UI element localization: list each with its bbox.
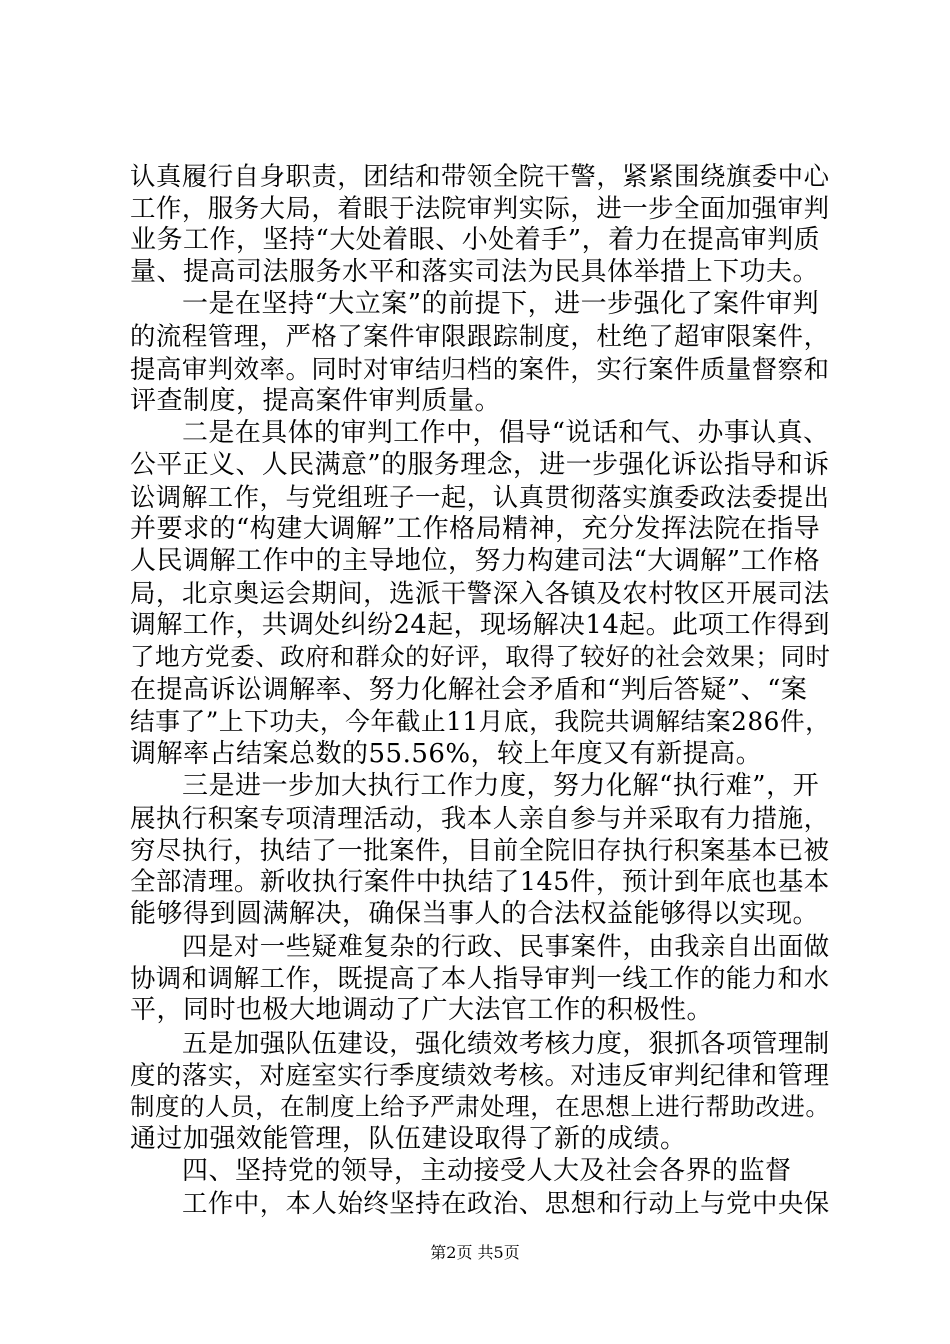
text-line: 评查制度，提高案件审判质量。 <box>130 385 502 416</box>
text-line: 协调和调解工作，既提高了本人指导审判一线工作的能力和水 <box>130 963 830 994</box>
text-line: 在提高诉讼调解率、努力化解社会矛盾和“判后答疑”、“案 <box>130 674 808 705</box>
text-line: 调解率占结案总数的55.56%，较上年度又有新提高。 <box>130 738 763 769</box>
text-line: 人民调解工作中的主导地位，努力构建司法“大调解”工作格 <box>130 546 821 577</box>
text-line: 穷尽执行，执结了一批案件，目前全院旧存执行积案基本已被 <box>130 834 830 865</box>
text-line: 度的落实，对庭室实行季度绩效考核。对违反审判纪律和管理 <box>130 1059 830 1090</box>
text-line: 业务工作，坚持“大处着眼、小处着手”，着力在提高审判质 <box>130 225 821 256</box>
text-line: 制度的人员，在制度上给予严肃处理，在思想上进行帮助改进。 <box>130 1091 831 1121</box>
text-line: 局，北京奥运会期间，选派干警深入各镇及农村牧区开展司法 <box>130 578 830 609</box>
text-line: 工作中，本人始终坚持在政治、思想和行动上与党中央保 <box>182 1188 830 1218</box>
text-line: 量、提高司法服务水平和落实司法为民具体举措上下功夫。 <box>130 257 820 288</box>
text-line: 展执行积案专项清理活动，我本人亲自参与并采取有力措施， <box>130 802 830 833</box>
text-line: 平，同时也极大地调动了广大法官工作的积极性。 <box>130 995 714 1026</box>
text-line: 公平正义、人民满意”的服务理念，进一步强化诉讼指导和诉 <box>130 449 830 480</box>
text-line: 讼调解工作，与党组班子一起，认真贯彻落实旗委政法委提出 <box>130 481 830 512</box>
text-line: 结事了”上下功夫，今年截止11月底，我院共调解结案286件， <box>130 706 831 736</box>
text-line: 一是在坚持“大立案”的前提下，进一步强化了案件审判 <box>182 289 820 320</box>
text-line: 工作，服务大局，着眼于法院审判实际，进一步全面加强审判 <box>130 193 830 224</box>
text-line: 并要求的“构建大调解”工作格局精神，充分发挥法院在指导 <box>130 514 821 545</box>
text-line: 了地方党委、政府和群众的好评，取得了较好的社会效果；同时 <box>130 642 831 672</box>
text-line: 通过加强效能管理，队伍建设取得了新的成绩。 <box>130 1123 687 1154</box>
text-line: 的流程管理，严格了案件审限跟踪制度，杜绝了超审限案件， <box>130 321 830 352</box>
text-line: 提高审判效率。同时对审结归档的案件，实行案件质量督察和 <box>130 353 830 384</box>
page-footer: 第2页 共5页 <box>430 1243 520 1262</box>
text-line: 调解工作，共调处纠纷24起，现场解决14起。此项工作得到 <box>130 610 831 641</box>
text-line: 能够得到圆满解决，确保当事人的合法权益能够得以实现。 <box>130 899 820 930</box>
text-line: 四是对一些疑难复杂的行政、民事案件，由我亲自出面做 <box>182 931 830 962</box>
text-line: 认真履行自身职责，团结和带领全院干警，紧紧围绕旗委中心 <box>130 161 830 191</box>
text-line: 四、坚持党的领导，主动接受人大及社会各界的监督 <box>182 1155 792 1186</box>
document-body <box>130 160 830 1219</box>
text-line: 三是进一步加大执行工作力度，努力化解“执行难”，开 <box>182 770 820 801</box>
text-line: 五是加强队伍建设，强化绩效考核力度，狠抓各项管理制 <box>182 1027 830 1058</box>
text-line: 全部清理。新收执行案件中执结了145件，预计到年底也基本 <box>130 867 830 898</box>
text-line: 二是在具体的审判工作中，倡导“说话和气、办事认真、 <box>182 417 830 448</box>
